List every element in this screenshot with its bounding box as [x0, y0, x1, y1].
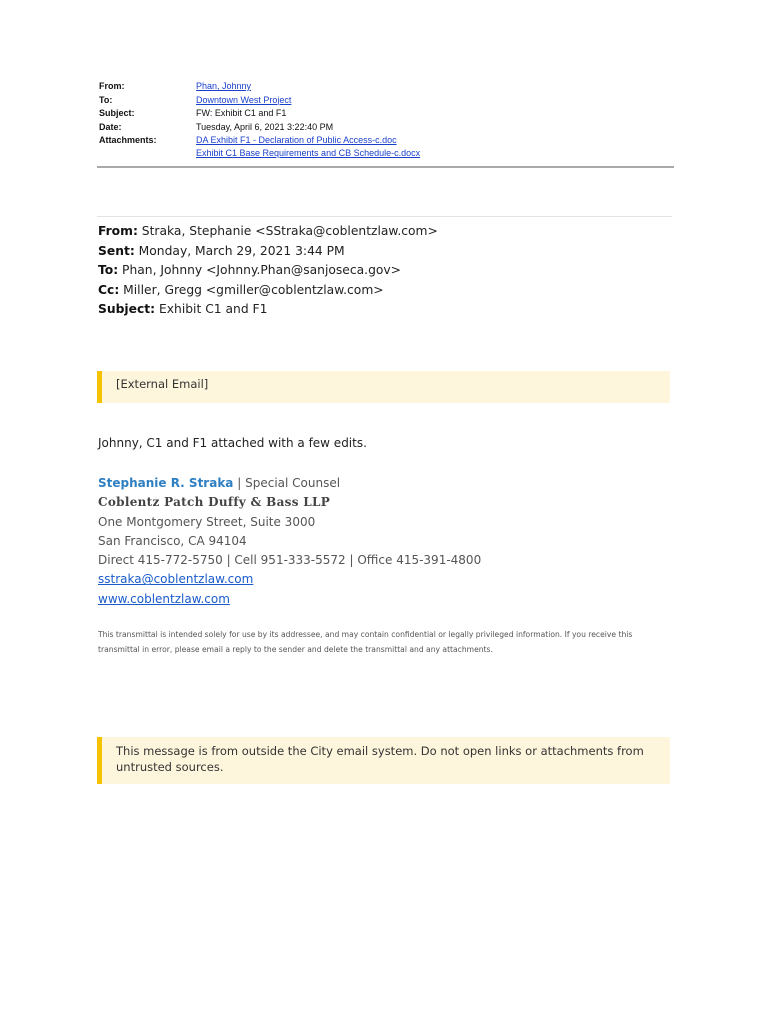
header-to-link[interactable]: Downtown West Project: [196, 94, 292, 105]
forwarded-subject-value: Exhibit C1 and F1: [158, 302, 268, 317]
external-email-banner: [97, 371, 670, 403]
header-to-row: [99, 94, 679, 108]
header-attachments-row: [99, 134, 679, 160]
attachment-list: [196, 134, 420, 160]
forwarded-sent-label: Sent:: [98, 243, 135, 258]
forwarded-from-label: From:: [98, 224, 138, 238]
forwarded-cc-row: [98, 281, 438, 301]
header-from-label: From:: [99, 81, 125, 91]
forwarded-sent-value: Monday, March 29, 2021 3:44 PM: [138, 243, 345, 258]
signature-separator: |: [237, 476, 242, 490]
header-from-row: [99, 80, 679, 94]
header-subject-row: [99, 107, 679, 121]
forwarded-cc-label: Cc:: [98, 282, 120, 297]
attachment-link[interactable]: Exhibit C1 Base Requirements and CB Schedule-c.docx: [196, 148, 421, 158]
confidentiality-disclaimer: This transmittal is intended solely for use by its addressee, and may contain confidential or legally privileged information. If you receive this transmittal in error, please email a reply to the sender and delete the transmittal and any attachments.: [98, 630, 633, 654]
header-from-link[interactable]: Phan, Johnny: [196, 81, 252, 91]
forwarded-from-row: [98, 222, 438, 242]
forward-divider: [97, 216, 672, 217]
header-date-value: Tuesday, April 6, 2021 3:22:40 PM: [196, 121, 334, 132]
attachment-link[interactable]: DA Exhibit F1 - Declaration of Public Access-c.doc: [196, 135, 397, 145]
signature-name-row: [98, 474, 481, 493]
header-to-label: To:: [99, 94, 113, 105]
signature-title: Special Counsel: [245, 476, 341, 490]
email-header: [99, 80, 679, 160]
signature-email-link[interactable]: sstraka@coblentzlaw.com: [98, 572, 254, 587]
header-subject-value: FW: Exhibit C1 and F1: [196, 108, 287, 118]
header-subject-label: Subject:: [99, 108, 135, 118]
city-warning-text: This message is from outside the City email system. Do not open links or attachments from untrusted sources.: [116, 744, 644, 774]
header-divider: [97, 166, 674, 168]
forwarded-sent-row: [98, 242, 438, 262]
signature-address-line1: One Montgomery Street, Suite 3000: [98, 514, 316, 529]
signature-website-link[interactable]: www.coblentzlaw.com: [98, 591, 230, 606]
signature-block: [98, 474, 481, 609]
header-attachments-label: Attachments:: [99, 135, 157, 145]
header-date-label: Date:: [99, 121, 122, 132]
header-date-row: [99, 121, 679, 135]
external-email-label: [External Email]: [116, 377, 209, 391]
signature-phones: Direct 415-772-5750 | Cell 951-333-5572 | Office 415-391-4800: [98, 553, 482, 568]
forwarded-to-label: To:: [98, 263, 119, 278]
forwarded-subject-row: [98, 300, 438, 320]
signature-firm: Coblentz Patch Duffy & Bass LLP: [98, 495, 331, 510]
city-warning-banner: [97, 737, 670, 784]
forwarded-to-row: [98, 261, 438, 281]
message-body: Johnny, C1 and F1 attached with a few edits.: [98, 436, 367, 450]
forwarded-from-value: Straka, Stephanie <SStraka@coblentzlaw.com>: [141, 224, 438, 238]
forwarded-subject-label: Subject:: [98, 302, 156, 317]
signature-name: Stephanie R. Straka: [98, 476, 234, 490]
forwarded-to-value: Phan, Johnny <Johnny.Phan@sanjoseca.gov>: [122, 263, 401, 278]
forwarded-header: [98, 222, 438, 320]
forwarded-cc-value: Miller, Gregg <gmiller@coblentzlaw.com>: [123, 282, 384, 297]
signature-address-line2: San Francisco, CA 94104: [98, 533, 247, 548]
